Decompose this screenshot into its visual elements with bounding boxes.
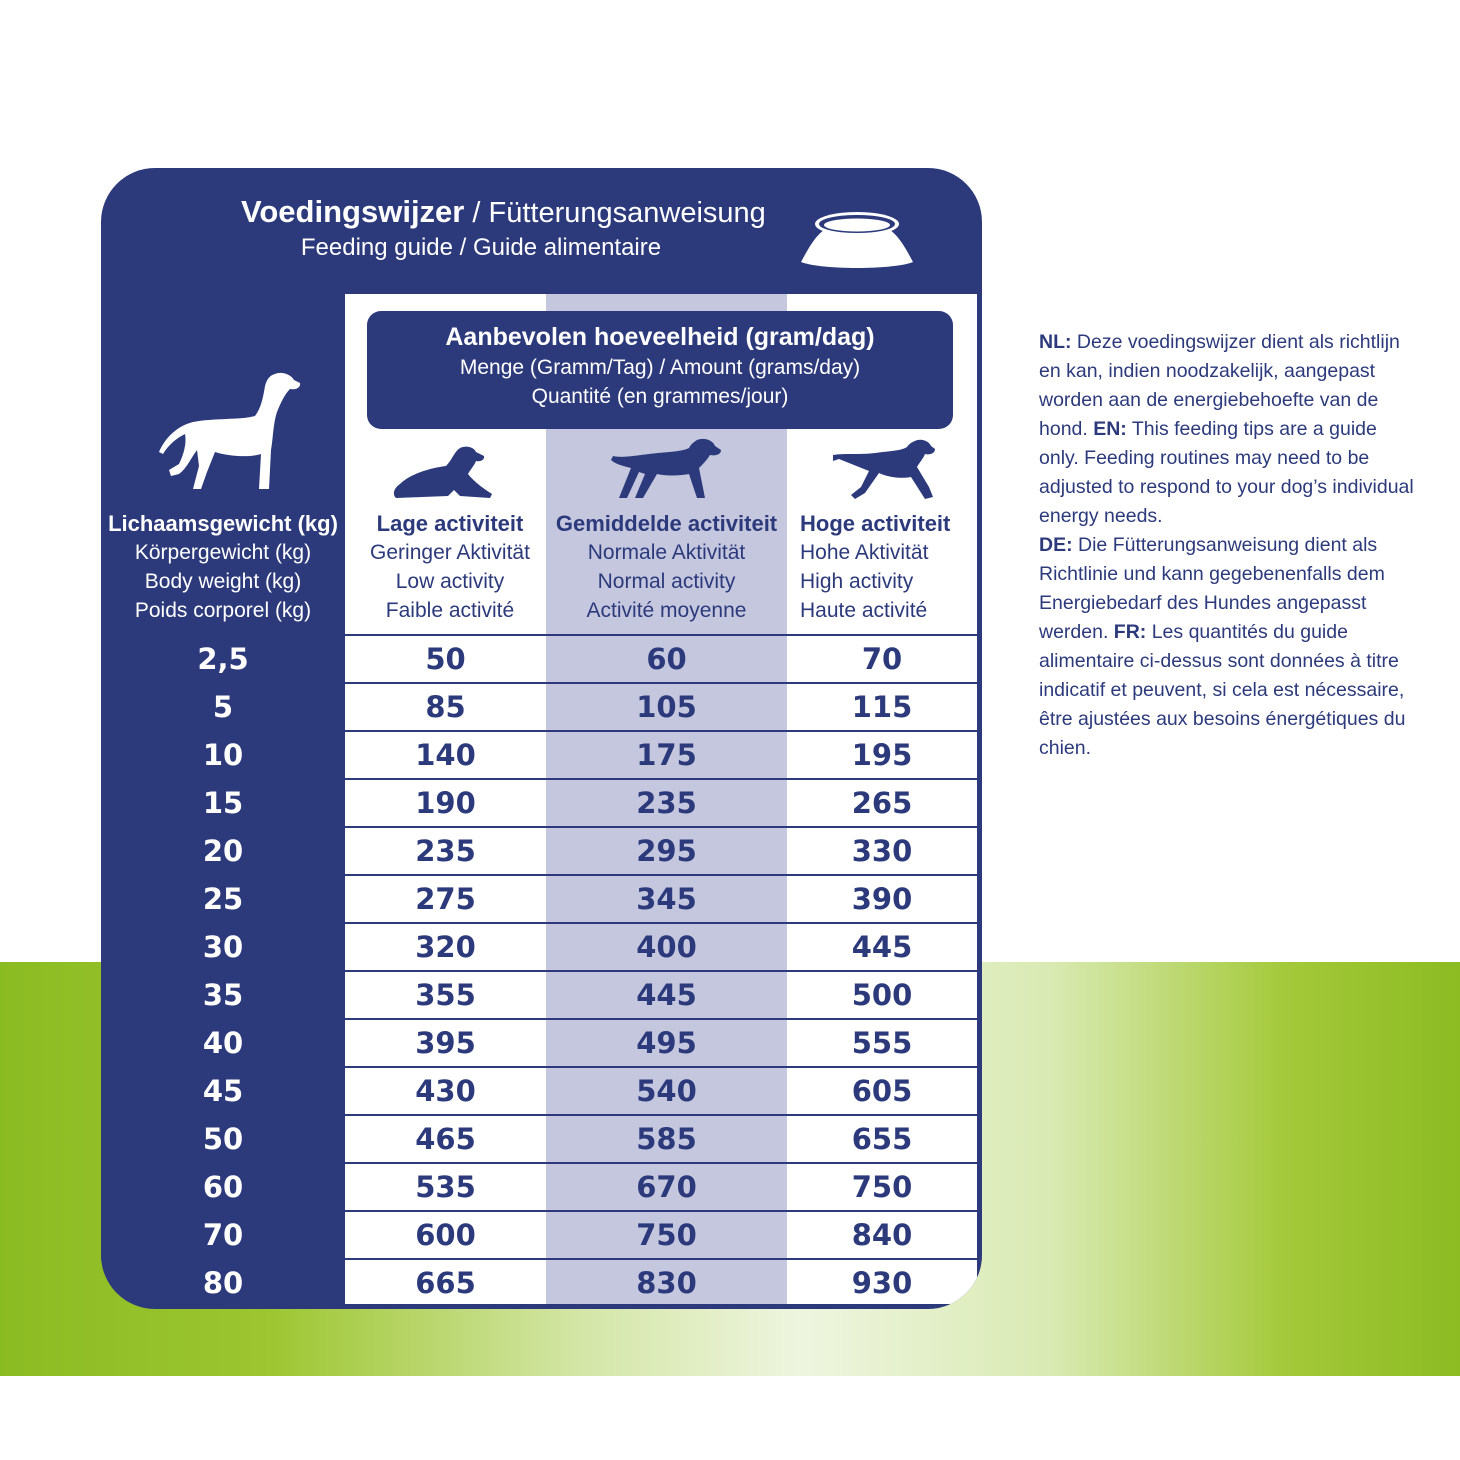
weight-cell: 15: [202, 786, 244, 820]
low-activity-cell: 140: [415, 738, 476, 772]
table-row: [101, 778, 982, 826]
high-activity-cell: 445: [851, 930, 913, 964]
weight-cell: 20: [202, 834, 244, 868]
normal-activity-cell: 670: [636, 1170, 697, 1204]
activity-high-en: High activity: [800, 570, 914, 593]
guide-title-nl: Voedingswijzer: [241, 194, 465, 229]
low-activity-cell: 85: [425, 690, 466, 724]
high-activity-cell: 605: [851, 1074, 913, 1108]
high-activity-cell: 555: [851, 1026, 913, 1060]
table-row: [101, 1258, 982, 1306]
table-row: [101, 970, 982, 1018]
activity-low-fr: Faible activité: [385, 599, 515, 622]
note-en-code: EN:: [1093, 418, 1127, 440]
weight-cell: 30: [202, 930, 244, 964]
feeding-table-rows: [101, 634, 982, 1306]
table-row: [101, 634, 982, 682]
high-activity-cell: 115: [851, 690, 913, 724]
guide-title-de: Fütterungsanweisung: [488, 197, 766, 229]
table-row: [101, 1162, 982, 1210]
notes-paragraph: [1039, 328, 1419, 531]
activity-normal-de: Normale Aktivität: [587, 541, 746, 564]
bowl-icon: [797, 204, 917, 274]
normal-activity-cell: 345: [636, 882, 697, 916]
normal-activity-cell: 400: [636, 930, 697, 964]
activity-high-de: Hohe Aktivität: [800, 541, 929, 564]
weight-cell: 50: [202, 1122, 244, 1156]
low-activity-cell: 430: [415, 1074, 476, 1108]
weight-cell: 5: [212, 690, 234, 724]
normal-activity-cell: 175: [636, 738, 697, 772]
activity-normal-en: Normal activity: [597, 570, 736, 593]
low-activity-cell: 395: [415, 1026, 476, 1060]
weight-label-nl: Lichaamsgewicht (kg): [108, 511, 338, 536]
high-activity-cell: 930: [851, 1266, 913, 1300]
normal-activity-cell: 235: [636, 786, 697, 820]
table-row: [101, 682, 982, 730]
low-activity-cell: 665: [415, 1266, 476, 1300]
notes-text: [1039, 328, 1419, 763]
low-activity-cell: 275: [415, 882, 476, 916]
normal-activity-cell: 105: [636, 690, 697, 724]
low-activity-cell: 600: [415, 1218, 476, 1252]
activity-low-header: [345, 509, 555, 625]
table-row: [101, 922, 982, 970]
dog-walking-icon: [609, 436, 724, 501]
activity-high-nl: Hoge activiteit: [800, 511, 951, 536]
weight-cell: 25: [202, 882, 244, 916]
dog-running-icon: [831, 437, 936, 501]
activity-normal-header: [546, 509, 787, 625]
low-activity-cell: 535: [415, 1170, 476, 1204]
note-fr-code: FR:: [1113, 621, 1147, 643]
note-en-text: This feeding tips are a guide only. Feeding routines may need to be adjusted to respond to your dog’s individual energy needs.: [1039, 418, 1414, 527]
weight-cell: 2,5: [197, 642, 249, 676]
table-row: [101, 874, 982, 922]
low-activity-cell: 190: [415, 786, 476, 820]
note-fr-text: Les quantités du guide alimentaire ci-dessus sont données à titre indicatif et peuvent, si cela est nécessaire, être ajustées aux besoins énergétiques du chien.: [1039, 621, 1406, 759]
dog-lying-icon: [390, 444, 495, 502]
table-row: [101, 1114, 982, 1162]
activity-normal-fr: Activité moyenne: [586, 599, 747, 622]
weight-label-fr: Poids corporel (kg): [134, 599, 312, 622]
low-activity-cell: 235: [415, 834, 476, 868]
table-row: [101, 730, 982, 778]
normal-activity-cell: 830: [636, 1266, 697, 1300]
high-activity-cell: 265: [851, 786, 913, 820]
high-activity-cell: 330: [851, 834, 913, 868]
normal-activity-cell: 295: [636, 834, 697, 868]
high-activity-cell: 750: [851, 1170, 913, 1204]
activity-normal-nl: Gemiddelde activiteit: [555, 511, 778, 536]
high-activity-cell: 840: [851, 1218, 913, 1252]
weight-label-en: Body weight (kg): [144, 570, 302, 593]
activity-low-en: Low activity: [395, 570, 505, 593]
weight-cell: 80: [202, 1266, 244, 1300]
amount-header-nl: Aanbevolen hoeveelheid (gram/dag): [445, 323, 875, 351]
normal-activity-cell: 540: [636, 1074, 697, 1108]
amount-header-de-en: Menge (Gramm/Tag) / Amount (grams/day): [459, 356, 861, 379]
normal-activity-cell: 495: [636, 1026, 697, 1060]
high-activity-cell: 195: [851, 738, 913, 772]
note-nl-text: Deze voedingswijzer dient als richtlijn en kan, indien noodzakelijk, aangepast worden aan de energiebehoefte van de hond.: [1039, 331, 1400, 440]
weight-cell: 60: [202, 1170, 244, 1204]
low-activity-cell: 320: [415, 930, 476, 964]
weight-cell: 35: [202, 978, 244, 1012]
table-row: [101, 1210, 982, 1258]
table-row: [101, 1066, 982, 1114]
low-activity-cell: 50: [425, 642, 466, 676]
note-de-code: DE:: [1039, 534, 1073, 556]
activity-high-header: [800, 509, 950, 625]
amount-header: [367, 311, 953, 429]
table-row: [101, 826, 982, 874]
amount-header-fr: Quantité (en grammes/jour): [531, 385, 789, 408]
weight-cell: 10: [202, 738, 244, 772]
guide-title: [241, 194, 766, 231]
high-activity-cell: 655: [851, 1122, 913, 1156]
weight-cell: 40: [202, 1026, 244, 1060]
high-activity-cell: 500: [851, 978, 913, 1012]
activity-high-fr: Haute activité: [800, 599, 928, 622]
weight-column-header: [101, 509, 345, 625]
weight-cell: 45: [202, 1074, 244, 1108]
dog-standing-icon: [157, 368, 302, 493]
low-activity-cell: 465: [415, 1122, 476, 1156]
note-de-text: Die Fütterungsanweisung dient als Richtlinie und kann gegebenenfalls dem Energiebedarf des Hundes angepasst werden.: [1039, 534, 1385, 643]
normal-activity-cell: 445: [636, 978, 697, 1012]
table-row: [101, 1018, 982, 1066]
weight-cell: 70: [202, 1218, 244, 1252]
low-activity-cell: 355: [415, 978, 476, 1012]
normal-activity-cell: 60: [646, 642, 687, 676]
guide-subtitle: Feeding guide / Guide alimentaire: [300, 234, 662, 261]
guide-title-separator: /: [464, 197, 489, 229]
note-nl-code: NL:: [1039, 331, 1072, 353]
feeding-guide-card: [101, 168, 982, 1309]
normal-activity-cell: 750: [636, 1218, 697, 1252]
normal-activity-cell: 585: [636, 1122, 697, 1156]
high-activity-cell: 70: [861, 642, 903, 676]
weight-label-de: Körpergewicht (kg): [134, 541, 312, 564]
activity-low-de: Geringer Aktivität: [370, 541, 530, 564]
notes-paragraph-2: [1039, 531, 1419, 763]
activity-low-nl: Lage activiteit: [376, 511, 524, 536]
high-activity-cell: 390: [851, 882, 913, 916]
